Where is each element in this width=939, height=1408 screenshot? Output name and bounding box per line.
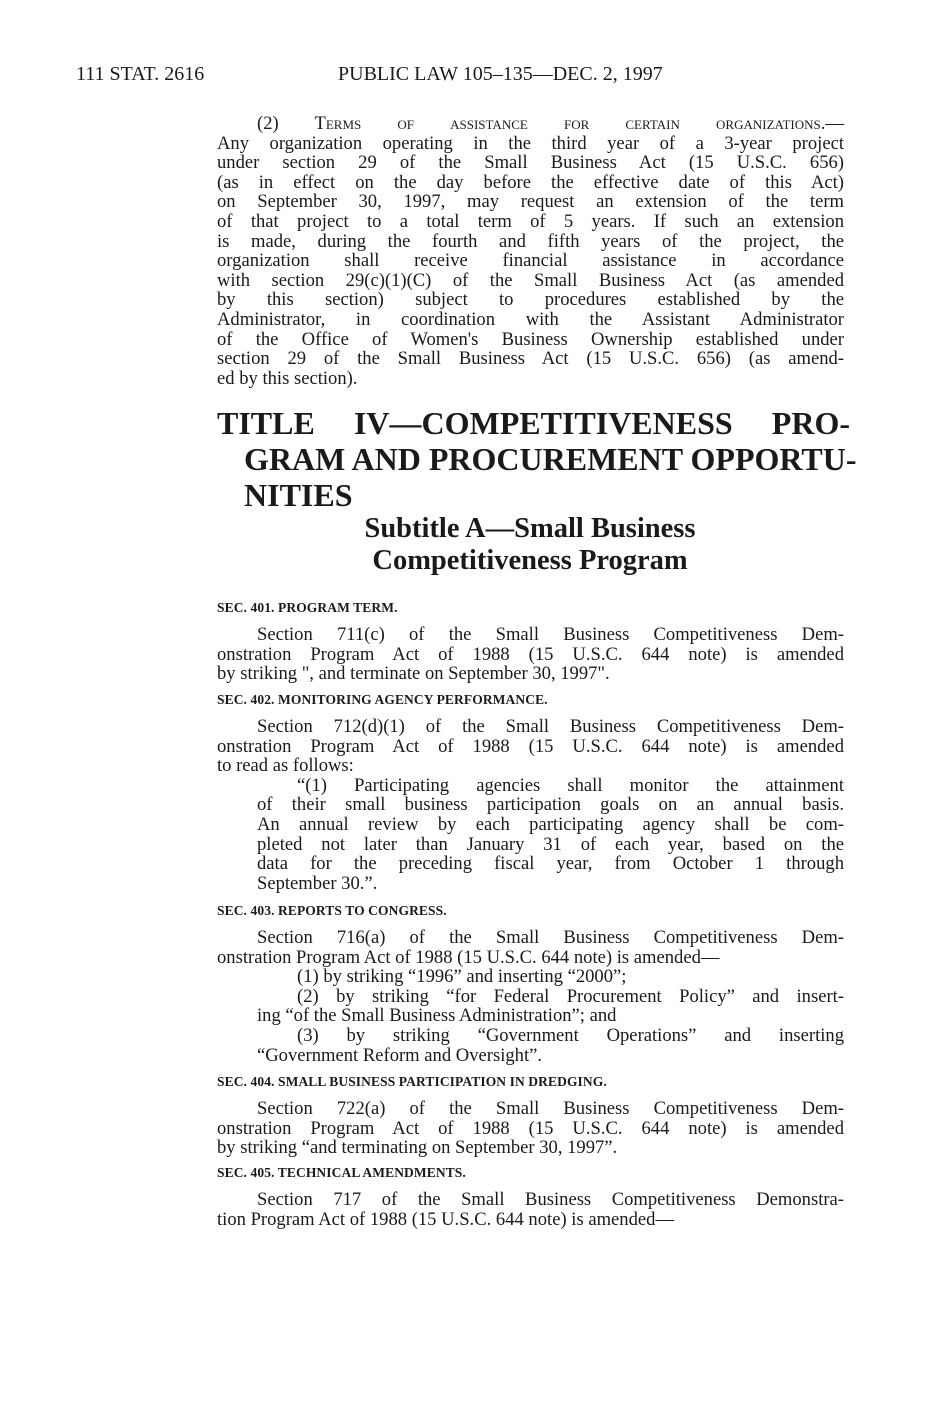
paragraph-2-line: ed by this section). <box>217 367 358 389</box>
public-law-citation: PUBLIC LAW 105–135—DEC. 2, 1997 <box>338 63 663 85</box>
sec-404-line: onstration Program Act of 1988 (15 U.S.C. 644 note) is amended <box>217 1117 844 1139</box>
title-line-2: GRAM AND PROCUREMENT OPPORTU- <box>244 441 857 477</box>
sec-403-item: (3) by striking “Government Operations” and inserting <box>297 1024 844 1046</box>
title-word: TITLE <box>217 405 315 441</box>
paragraph-2-heading: (2) Terms of assistance for certain organizations.— <box>257 113 844 134</box>
sec-402-quote-line: of their small business participation goals on an annual basis. <box>257 794 844 816</box>
subtitle-line-1: Subtitle A—Small Business <box>364 513 696 544</box>
sec-402-heading: SEC. 402. MONITORING AGENCY PERFORMANCE. <box>217 692 548 707</box>
sec-402-quote-line: data for the preceding fiscal year, from October 1 through <box>257 853 844 875</box>
sec-403-item: ing “of the Small Business Administration”; and <box>257 1005 617 1027</box>
sec-403-body <box>217 928 844 1065</box>
paragraph-2-line: is made, during the fourth and fifth years of the project, the <box>217 230 844 252</box>
sec-402-quote-line: pleted not later than January 31 of each year, based on the <box>257 833 844 855</box>
sec-405-line: Section 717 of the Small Business Competitiveness Demonstra- <box>257 1189 844 1210</box>
sec-403-heading: SEC. 403. REPORTS TO CONGRESS. <box>217 903 447 918</box>
paragraph-2-line: Administrator, in coordination with the Assistant Administrator <box>217 308 844 330</box>
paragraph-2-line: with section 29(c)(1)(C) of the Small Business Act (as amended <box>217 269 844 291</box>
paragraph-2-line: on September 30, 1997, may request an extension of the term <box>217 191 844 213</box>
sec-401-line: by striking ", and terminate on September 30, 1997". <box>217 663 610 685</box>
sec-402-quote-line: September 30.”. <box>257 872 378 894</box>
subtitle-heading <box>260 513 800 577</box>
sec-404-heading: SEC. 404. SMALL BUSINESS PARTICIPATION IN DREDGING. <box>217 1074 607 1089</box>
title-line-3: NITIES <box>244 477 353 513</box>
sec-401-body <box>217 625 844 684</box>
title-word: PRO- <box>771 405 850 441</box>
title-heading <box>217 405 857 513</box>
sec-404-line: Section 722(a) of the Small Business Competitiveness Dem- <box>257 1098 844 1119</box>
paragraph-2-line: (as in effect on the day before the effective date of this Act) <box>217 171 844 193</box>
title-word: IV—COMPETITIVENESS <box>353 405 733 441</box>
sec-403-item: (1) by striking “1996” and inserting “2000”; <box>297 966 627 988</box>
sec-402-quote-line: An annual review by each participating agency shall be com- <box>257 813 844 835</box>
sec-405-heading: SEC. 405. TECHNICAL AMENDMENTS. <box>217 1165 466 1180</box>
paragraph-2-line: of the Office of Women's Business Ownership established under <box>217 328 844 350</box>
paragraph-2-line: Any organization operating in the third year of a 3-year project <box>217 132 844 154</box>
paragraph-2-line: section 29 of the Small Business Act (15 U.S.C. 656) (as amend- <box>217 348 844 370</box>
paragraph-2-line: under section 29 of the Small Business Act (15 U.S.C. 656) <box>217 152 844 174</box>
sec-401-heading: SEC. 401. PROGRAM TERM. <box>217 600 398 615</box>
sec-402-line: Section 712(d)(1) of the Small Business Competitiveness Dem- <box>257 716 844 737</box>
paragraph-2 <box>217 114 844 388</box>
sec-405-line: tion Program Act of 1988 (15 U.S.C. 644 note) is amended— <box>217 1208 675 1230</box>
sec-403-line: Section 716(a) of the Small Business Competitiveness Dem- <box>257 927 844 948</box>
stat-page-number: 111 STAT. 2616 <box>76 63 205 85</box>
sec-401-line: Section 711(c) of the Small Business Competitiveness Dem- <box>257 624 844 645</box>
subtitle-line-2: Competitiveness Program <box>372 545 688 576</box>
sec-405-body <box>217 1190 844 1229</box>
sec-402-body <box>217 717 844 893</box>
sec-402-line: onstration Program Act of 1988 (15 U.S.C. 644 note) is amended <box>217 735 844 757</box>
paragraph-2-line: by this section) subject to procedures established by the <box>217 289 844 311</box>
title-line-1 <box>217 405 850 441</box>
sec-404-body <box>217 1099 844 1158</box>
sec-404-line: by striking “and terminating on September 30, 1997”. <box>217 1137 618 1159</box>
sec-403-item: “Government Reform and Oversight”. <box>257 1044 543 1066</box>
sec-401-line: onstration Program Act of 1988 (15 U.S.C. 644 note) is amended <box>217 643 844 665</box>
paragraph-2-line: of that project to a total term of 5 years. If such an extension <box>217 210 844 232</box>
sec-402-line: to read as follows: <box>217 755 354 777</box>
running-header <box>76 63 856 89</box>
sec-403-item: (2) by striking “for Federal Procurement Policy” and insert- <box>297 985 844 1007</box>
sec-403-line: onstration Program Act of 1988 (15 U.S.C. 644 note) is amended— <box>217 946 720 968</box>
sec-402-quote-line: “(1) Participating agencies shall monitor the attainment <box>297 774 844 796</box>
paragraph-2-line: organization shall receive financial assistance in accordance <box>217 250 844 272</box>
